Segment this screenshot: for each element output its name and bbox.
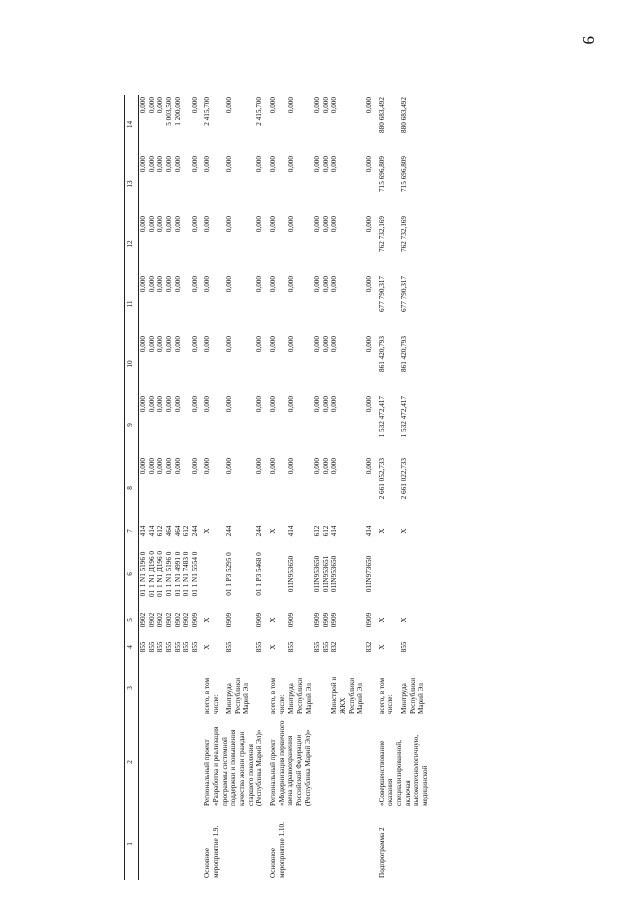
vr-cell: 414 <box>139 525 147 537</box>
amount-cell: 0,000 <box>173 216 182 233</box>
amount-cell <box>182 456 191 520</box>
amount-cell: 0,000 <box>164 336 173 353</box>
amount-cell: 0,000 <box>139 276 147 293</box>
amount-cell: 0,000 <box>321 396 330 413</box>
amount-cell: 0,000 <box>313 396 322 413</box>
executor-cell: Минтруда Республики Марий Эл <box>287 677 313 714</box>
amount-cell: 0,000 <box>203 396 212 413</box>
amount-cell: 0,000 <box>365 276 374 293</box>
rzpr-cell: X <box>203 617 212 623</box>
amount-cell: 0,000 <box>365 156 374 173</box>
grbs-cell: 855 <box>313 641 322 653</box>
amount-cell: 0,000 <box>147 458 156 475</box>
csr-cell: 01IN953650 <box>313 555 322 593</box>
table-row <box>199 95 225 880</box>
amount-cell: 0,000 <box>173 276 182 293</box>
rzpr-cell: 0909 <box>287 612 296 628</box>
vr-cell: 464 <box>164 525 173 537</box>
amount-cell: 0,000 <box>268 276 277 293</box>
amount-cell: 0,000 <box>255 458 263 475</box>
csr-cell: 01 1 N1 Д196 0 <box>147 550 156 598</box>
grbs-cell: 855 <box>255 641 263 653</box>
executor-cell <box>255 660 265 716</box>
amount-cell: 0,000 <box>164 216 173 233</box>
amount-cell: 0,000 <box>313 276 322 293</box>
column-header-12: 12 <box>125 214 139 274</box>
rzpr-cell: 0909 <box>365 612 374 628</box>
rzpr-cell: 0909 <box>313 612 322 628</box>
amount-cell: 0,000 <box>164 156 173 173</box>
table-body <box>139 95 431 880</box>
amount-cell: 2 661 022,733 <box>399 458 408 500</box>
amount-cell: 0,000 <box>365 396 374 413</box>
amount-cell: 0,000 <box>190 396 199 413</box>
amount-cell: 0,000 <box>225 156 234 173</box>
empty-cell <box>139 808 200 880</box>
amount-cell: 1 532 472,417 <box>399 396 408 438</box>
amount-cell: 0,000 <box>225 97 234 114</box>
amount-cell: 0,000 <box>139 396 147 413</box>
amount-cell: 2 415,700 <box>255 97 263 126</box>
column-header-7: 7 <box>125 520 139 542</box>
amount-cell: 0,000 <box>330 97 339 114</box>
vr-cell: X <box>399 528 408 534</box>
executor-cell <box>313 660 322 716</box>
amount-cell: 0,000 <box>255 156 263 173</box>
amount-cell: 0,000 <box>156 458 165 475</box>
amount-cell: 0,000 <box>147 156 156 173</box>
amount-cell: 0,000 <box>190 276 199 293</box>
csr-cell: 01 1 N1 5196 0 <box>164 551 173 597</box>
amount-cell: 0,000 <box>287 276 296 293</box>
amount-cell: 0,000 <box>190 336 199 353</box>
table-row <box>265 95 287 880</box>
vr-cell: 244 <box>255 525 263 537</box>
amount-cell: 0,000 <box>268 458 277 475</box>
amount-cell: 0,000 <box>268 336 277 353</box>
amount-cell <box>182 334 191 394</box>
amount-cell: 0,000 <box>203 156 212 173</box>
item-code-cell: Подпрограмма 2 <box>377 827 386 878</box>
rzpr-cell: X <box>377 617 386 623</box>
amount-cell: 0,000 <box>173 156 182 173</box>
grbs-cell: X <box>377 644 386 650</box>
executor-cell <box>174 660 183 716</box>
amount-cell: 0,000 <box>330 458 339 475</box>
amount-cell: 0,000 <box>268 396 277 413</box>
amount-cell: 0,000 <box>139 216 147 233</box>
amount-cell: 861 420,793 <box>399 336 408 372</box>
column-header-11: 11 <box>125 274 139 334</box>
amount-cell: 0,000 <box>156 156 165 173</box>
vr-cell: 612 <box>156 525 165 537</box>
amount-cell: 0,000 <box>255 216 263 233</box>
grbs-cell: 855 <box>287 641 296 653</box>
amount-cell: 2 415,700 <box>203 97 212 126</box>
column-header-1: 1 <box>125 808 139 880</box>
page-number: 9 <box>579 36 598 45</box>
grbs-cell: 855 <box>147 641 156 653</box>
amount-cell: 677 790,317 <box>399 276 408 312</box>
amount-cell: 0,000 <box>190 216 199 233</box>
amount-cell: 0,000 <box>225 396 234 413</box>
amount-cell: 0,000 <box>268 97 277 114</box>
column-header-5: 5 <box>125 606 139 634</box>
amount-cell: 0,000 <box>190 97 199 114</box>
amount-cell: 0,000 <box>313 156 322 173</box>
rzpr-cell: 0909 <box>330 612 339 628</box>
amount-cell: 0,000 <box>147 216 156 233</box>
rzpr-cell: 0902 <box>139 612 147 628</box>
vr-cell: 414 <box>365 525 374 537</box>
executor-cell <box>182 660 191 716</box>
amount-cell: 0,000 <box>365 336 374 353</box>
amount-cell: 0,000 <box>330 396 339 413</box>
amount-cell: 0,000 <box>313 216 322 233</box>
rzpr-cell: X <box>268 617 277 623</box>
vr-cell: 414 <box>330 525 339 537</box>
grbs-cell: 855 <box>182 641 191 653</box>
amount-cell <box>182 394 191 456</box>
amount-cell: 0,000 <box>313 458 322 475</box>
executor-cell: Минтруда Республики Марий Эл <box>399 677 426 714</box>
amount-cell: 0,000 <box>190 156 199 173</box>
csr-cell: 01 1 N1 4991 0 <box>173 551 182 597</box>
amount-cell: 0,000 <box>173 336 182 353</box>
amount-cell <box>182 214 191 274</box>
executor-cell: всего, в том числе: <box>203 677 221 714</box>
amount-cell: 0,000 <box>173 396 182 413</box>
rzpr-cell: 0909 <box>321 612 330 628</box>
amount-cell: 0,000 <box>330 336 339 353</box>
grbs-cell: 832 <box>365 641 374 653</box>
amount-cell: 0,000 <box>156 336 165 353</box>
column-header-2: 2 <box>125 716 139 808</box>
amount-cell: 0,000 <box>330 156 339 173</box>
grbs-cell: 855 <box>139 641 147 653</box>
column-header-13: 13 <box>125 154 139 214</box>
rzpr-cell: 0909 <box>225 612 234 628</box>
amount-cell: 762 732,169 <box>399 216 408 252</box>
amount-cell: 0,000 <box>330 276 339 293</box>
vr-cell: X <box>268 528 277 534</box>
amount-cell: 0,000 <box>287 97 296 114</box>
amount-cell: 0,000 <box>268 156 277 173</box>
vr-cell: 244 <box>190 525 199 537</box>
amount-cell <box>182 274 191 334</box>
grbs-cell: 855 <box>190 641 199 653</box>
executor-cell <box>156 660 165 716</box>
amount-cell: 861 420,793 <box>377 336 386 372</box>
amount-cell: 1 200,000 <box>173 97 182 126</box>
csr-cell: 01 1 N1 5196 0 <box>139 551 147 597</box>
amount-cell: 677 790,317 <box>377 276 386 312</box>
amount-cell: 0,000 <box>330 216 339 233</box>
amount-cell: 2 661 052,733 <box>377 458 386 500</box>
amount-cell: 0,000 <box>147 276 156 293</box>
item-name-cell: Региональный проект «Модернизация первичного звена здравоохранения Российской Федерации (Республика Марий Эл)» <box>268 720 312 806</box>
item-code-cell: Основное мероприятие 1.10. <box>268 822 286 878</box>
amount-cell: 0,000 <box>287 458 296 475</box>
vr-cell: X <box>203 528 212 534</box>
amount-cell: 0,000 <box>268 216 277 233</box>
csr-cell: 01 1 N1 Д196 0 <box>156 550 165 598</box>
empty-cell <box>139 716 200 808</box>
rzpr-cell: 0902 <box>182 612 191 628</box>
amount-cell: 0,000 <box>255 276 263 293</box>
rzpr-cell: 0902 <box>173 612 182 628</box>
grbs-cell: 855 <box>173 641 182 653</box>
amount-cell: 0,000 <box>203 336 212 353</box>
csr-cell: 01 1 N1 7483 0 <box>182 551 191 597</box>
column-header-14: 14 <box>125 95 139 154</box>
item-name-cell: «Совершенствование оказания специализированной, включая высокотехнологичную, медицинской <box>377 734 429 806</box>
vr-cell: 612 <box>182 525 191 537</box>
executor-cell: Минтруда Республики Марий Эл <box>225 677 251 714</box>
csr-cell <box>400 542 431 606</box>
rzpr-cell: 0902 <box>147 612 156 628</box>
amount-cell: 0,000 <box>190 458 199 475</box>
amount-cell: 0,000 <box>156 396 165 413</box>
amount-cell: 0,000 <box>313 336 322 353</box>
amount-cell: 0,000 <box>139 336 147 353</box>
csr-cell: 01 1 N1 5554 0 <box>190 551 199 597</box>
csr-cell: 01IN953651 <box>321 555 330 593</box>
csr-cell: 01IN953650 <box>330 555 339 593</box>
amount-cell: 0,000 <box>164 458 173 475</box>
amount-cell: 0,000 <box>255 336 263 353</box>
amount-cell: 0,000 <box>225 216 234 233</box>
amount-cell: 0,000 <box>164 276 173 293</box>
amount-cell: 0,000 <box>139 97 147 114</box>
amount-cell: 0,000 <box>321 156 330 173</box>
rzpr-cell: 0902 <box>164 612 173 628</box>
rzpr-cell: 0909 <box>255 612 263 628</box>
executor-cell <box>139 660 148 716</box>
amount-cell: 0,000 <box>321 216 330 233</box>
budget-table <box>124 95 431 880</box>
amount-cell: 0,000 <box>313 97 322 114</box>
amount-cell: 0,000 <box>321 458 330 475</box>
csr-cell <box>265 542 287 606</box>
amount-cell: 0,000 <box>287 396 296 413</box>
amount-cell: 715 696,809 <box>399 156 408 192</box>
executor-cell: Минстрой и ЖКХ Республики Марий Эл <box>330 676 365 714</box>
vr-cell: X <box>377 528 386 534</box>
rzpr-cell: 0909 <box>190 612 199 628</box>
column-header-4: 4 <box>125 634 139 660</box>
grbs-cell: X <box>268 644 277 650</box>
csr-cell: 01IN973650 <box>365 555 374 593</box>
amount-cell: 0,000 <box>321 336 330 353</box>
amount-cell: 0,000 <box>156 276 165 293</box>
amount-cell: 0,000 <box>365 216 374 233</box>
item-code-cell: Основное мероприятие 1.9. <box>203 825 221 878</box>
column-header-3: 3 <box>125 660 139 716</box>
amount-cell <box>182 95 191 154</box>
amount-cell: 880 683,492 <box>377 97 386 133</box>
vr-cell: 612 <box>313 525 322 537</box>
amount-cell: 0,000 <box>139 458 147 475</box>
amount-cell: 0,000 <box>321 276 330 293</box>
vr-cell: 612 <box>321 525 330 537</box>
grbs-cell: 855 <box>164 641 173 653</box>
executor-cell <box>191 660 200 716</box>
executor-cell: всего, в том числе: <box>268 677 286 714</box>
header-row <box>125 95 139 880</box>
rotated-table-area <box>124 95 524 880</box>
grbs-cell: 832 <box>330 641 339 653</box>
amount-cell: 0,000 <box>203 276 212 293</box>
column-header-9: 9 <box>125 394 139 456</box>
amount-cell: 715 696,809 <box>377 156 386 192</box>
grbs-cell: X <box>203 644 212 650</box>
amount-cell: 0,000 <box>147 336 156 353</box>
vr-cell: 414 <box>147 525 156 537</box>
amount-cell: 0,000 <box>287 336 296 353</box>
amount-cell <box>182 154 191 214</box>
amount-cell: 0,000 <box>225 336 234 353</box>
vr-cell: 414 <box>287 525 296 537</box>
csr-cell <box>199 542 225 606</box>
item-name-cell: Региональный проект «Разработка и реализация программы системной поддержки и повышения качества жизни граждан старшего поколения (Республика Марий Эл)» <box>203 726 264 806</box>
column-header-10: 10 <box>125 334 139 394</box>
amount-cell: 0,000 <box>203 216 212 233</box>
rzpr-cell: 0902 <box>156 612 165 628</box>
executor-cell <box>148 660 157 716</box>
vr-cell: 464 <box>173 525 182 537</box>
csr-cell: 01 1 P3 5468 0 <box>255 552 263 596</box>
amount-cell: 0,000 <box>173 458 182 475</box>
amount-cell: 0,000 <box>321 97 330 114</box>
amount-cell: 0,000 <box>203 458 212 475</box>
csr-cell: 01IN953650 <box>287 555 296 593</box>
executor-cell: всего, в том числе: <box>377 677 395 714</box>
vr-cell: 244 <box>225 525 234 537</box>
grbs-cell: 855 <box>225 641 234 653</box>
csr-cell <box>374 542 400 606</box>
amount-cell: 0,000 <box>147 396 156 413</box>
amount-cell: 0,000 <box>287 156 296 173</box>
amount-cell: 0,000 <box>156 97 165 114</box>
amount-cell: 0,000 <box>255 396 263 413</box>
amount-cell: 0,000 <box>225 458 234 475</box>
grbs-cell: 855 <box>321 641 330 653</box>
grbs-cell: 855 <box>156 641 165 653</box>
rzpr-cell: X <box>399 617 408 623</box>
amount-cell: 0,000 <box>225 276 234 293</box>
amount-cell: 0,000 <box>365 97 374 114</box>
column-header-6: 6 <box>125 542 139 606</box>
amount-cell: 5 003,500 <box>164 97 173 126</box>
table-row <box>139 95 148 880</box>
amount-cell: 0,000 <box>156 216 165 233</box>
amount-cell: 762 732,169 <box>377 216 386 252</box>
csr-cell: 01 1 P3 5295 0 <box>225 552 234 596</box>
executor-cell <box>365 660 374 716</box>
amount-cell: 0,000 <box>164 396 173 413</box>
amount-cell: 0,000 <box>139 156 147 173</box>
amount-cell: 880 683,492 <box>399 97 408 133</box>
column-header-8: 8 <box>125 456 139 520</box>
table-row <box>374 95 400 880</box>
executor-cell <box>165 660 174 716</box>
amount-cell: 0,000 <box>147 97 156 114</box>
amount-cell: 0,000 <box>365 458 374 475</box>
amount-cell: 0,000 <box>287 216 296 233</box>
executor-cell <box>322 660 331 716</box>
amount-cell: 1 532 472,417 <box>377 396 386 438</box>
grbs-cell: 855 <box>399 641 408 653</box>
